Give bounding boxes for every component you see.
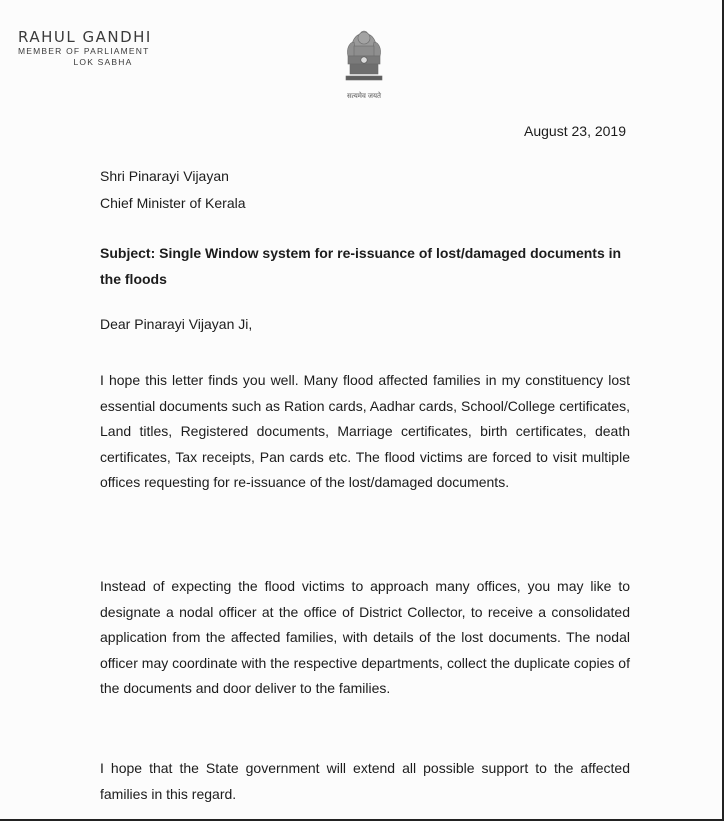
sender-title: MEMBER OF PARLIAMENT xyxy=(18,46,150,56)
sender-house: LOK SABHA xyxy=(73,57,133,67)
body-paragraph-2: Instead of expecting the flood victims to approach many offices, you may like to designate a nodal officer at the office of District Collector, to receive a consolidated application from the affected families, with details of the lost documents. The nodal officer may coordinate with the respective departments, collect the duplicate copies of the documents and door deliver to the families. xyxy=(100,578,630,696)
recipient-block xyxy=(100,163,246,217)
emblem-motto: सत्यमेव जयते xyxy=(346,93,382,100)
body-paragraph-3: I hope that the State government will extend all possible support to the affected families in this regard. xyxy=(100,760,630,802)
letter-salutation: Dear Pinarayi Vijayan Ji, xyxy=(100,316,253,332)
recipient-name: Shri Pinarayi Vijayan xyxy=(100,168,229,184)
letter-date: August 23, 2019 xyxy=(524,123,626,139)
letter-subject: Subject: Single Window system for re-issuance of lost/damaged documents in the floods xyxy=(100,245,622,287)
letterhead-sender xyxy=(18,28,188,68)
body-paragraph-1: I hope this letter finds you well. Many flood affected families in my constituency lost essential documents such as Ration cards, Aadhar cards, School/College certificates, Land titles, Registered documents, Marriage certificates, birth certificates, death certificates, Tax receipts, Pan cards etc. The flood victims are forced to visit multiple offices requesting for re-issuance of the lost/damaged documents. xyxy=(100,372,630,490)
recipient-designation: Chief Minister of Kerala xyxy=(100,195,246,211)
sender-name: RAHUL GANDHI xyxy=(18,28,152,46)
